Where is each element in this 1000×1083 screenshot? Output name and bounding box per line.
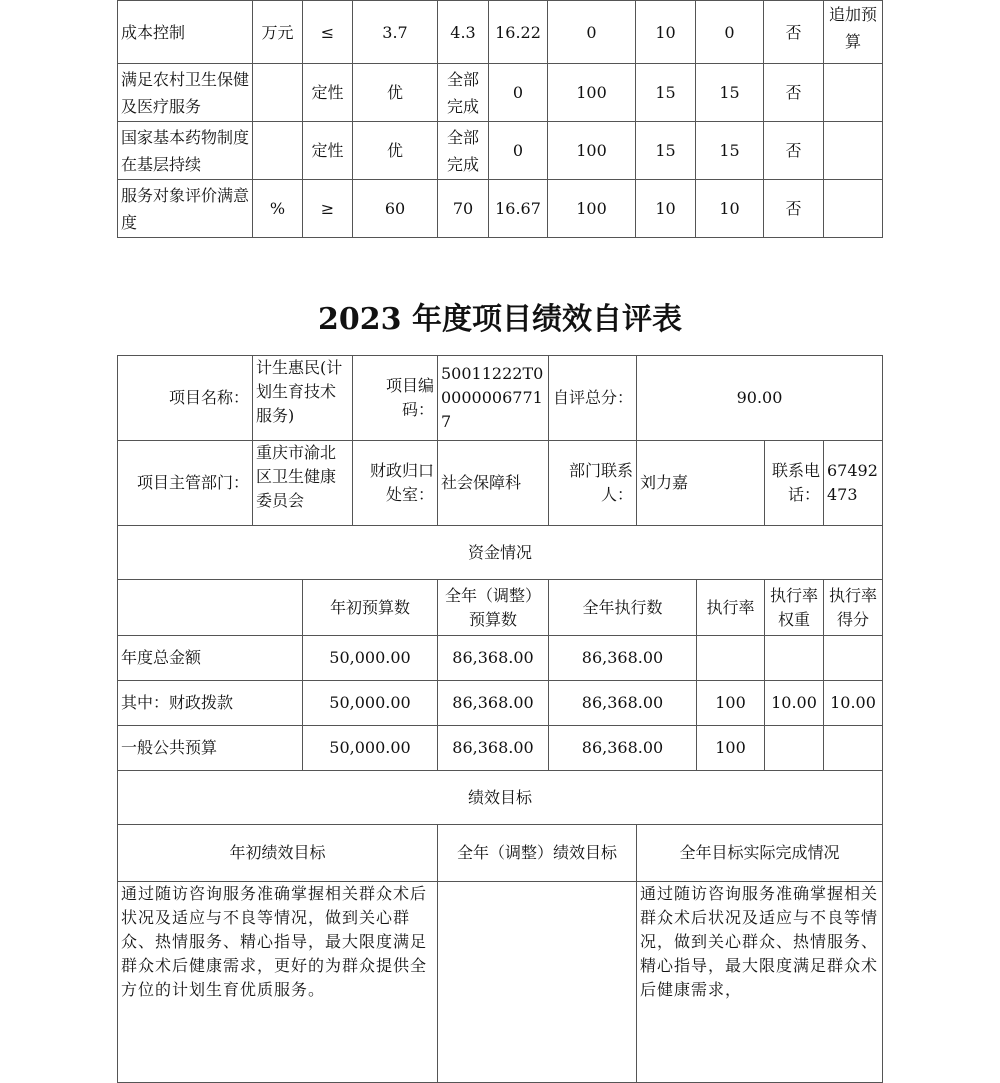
indicator-dev: 16.67 [489, 180, 548, 238]
indicator-weight: 10 [636, 180, 696, 238]
funds-row [118, 636, 883, 681]
indicator-dev: 0 [489, 122, 548, 180]
goals-header-actual: 全年目标实际完成情况 [637, 825, 883, 882]
project-code-label: 项目编码： [353, 356, 438, 441]
funds-rate: 100 [697, 726, 765, 771]
indicator-score: 15 [696, 122, 764, 180]
indicator-weight: 15 [636, 64, 696, 122]
goals-header-adjusted: 全年（调整）绩效目标 [438, 825, 637, 882]
funds-budget: 50,000.00 [303, 681, 438, 726]
dept-value: 重庆市渝北区卫生健康委员会 [253, 441, 353, 526]
goals-adjusted-text [438, 882, 637, 1083]
project-code-value: 50011222T000000067717 [438, 356, 549, 441]
indicator-rate: 100 [548, 180, 636, 238]
indicator-op: ≥ [303, 180, 353, 238]
indicator-name: 满足农村卫生保健及医疗服务 [118, 64, 253, 122]
goals-initial-text: 通过随访咨询服务准确掌握相关群众术后状况及适应与不良等情况，做到关心群众、热情服务、精心指导，最大限度满足群众术后健康需求，更好的为群众提供全方位的计划生育优质服务。 [118, 882, 438, 1083]
indicator-flag: 否 [764, 122, 824, 180]
funds-adjusted: 86,368.00 [438, 681, 549, 726]
indicator-row [118, 180, 883, 238]
indicator-name: 成本控制 [118, 1, 253, 64]
goals-actual-text: 通过随访咨询服务准确掌握相关群众术后状况及适应与不良等情况，做到关心群众、热情服务、精心指导，最大限度满足群众术后健康需求， [637, 882, 883, 1083]
indicator-unit: % [253, 180, 303, 238]
indicator-weight: 15 [636, 122, 696, 180]
funds-weight [765, 726, 824, 771]
indicator-name: 服务对象评价满意度 [118, 180, 253, 238]
funds-header-blank [118, 580, 303, 636]
indicator-row [118, 1, 883, 64]
funds-budget: 50,000.00 [303, 636, 438, 681]
indicator-rate: 100 [548, 64, 636, 122]
indicator-dev: 16.22 [489, 1, 548, 64]
project-name-label: 项目名称： [118, 356, 253, 441]
indicator-rate: 0 [548, 1, 636, 64]
indicator-score: 10 [696, 180, 764, 238]
contact-label: 部门联系人： [549, 441, 637, 526]
indicator-target: 优 [353, 122, 438, 180]
funds-score [824, 636, 883, 681]
indicator-row [118, 64, 883, 122]
funds-section-header: 资金情况 [118, 526, 883, 580]
indicator-actual: 全部完成 [438, 122, 489, 180]
indicator-dev: 0 [489, 64, 548, 122]
indicator-op: 定性 [303, 64, 353, 122]
contact-value: 刘力嘉 [637, 441, 765, 526]
indicator-name: 国家基本药物制度在基层持续 [118, 122, 253, 180]
page-title: 2023 年度项目绩效自评表 [318, 302, 682, 337]
indicator-unit [253, 122, 303, 180]
phone-value: 67492473 [824, 441, 883, 526]
dept-label: 项目主管部门： [118, 441, 253, 526]
indicator-unit [253, 64, 303, 122]
self-evaluation-table [117, 355, 883, 1083]
funds-label: 其中：财政拨款 [118, 681, 303, 726]
indicator-note: 追加预算 [824, 1, 883, 64]
funds-header-executed: 全年执行数 [549, 580, 697, 636]
indicator-flag: 否 [764, 1, 824, 64]
funds-header-rate: 执行率 [697, 580, 765, 636]
indicator-op: ≤ [303, 1, 353, 64]
indicator-score: 0 [696, 1, 764, 64]
funds-header-adjusted: 全年（调整）预算数 [438, 580, 549, 636]
indicator-target: 优 [353, 64, 438, 122]
funds-score [824, 726, 883, 771]
indicator-flag: 否 [764, 64, 824, 122]
finance-value: 社会保障科 [438, 441, 549, 526]
indicator-note [824, 122, 883, 180]
indicator-weight: 10 [636, 1, 696, 64]
funds-row [118, 681, 883, 726]
self-score-label: 自评总分： [549, 356, 637, 441]
indicator-op: 定性 [303, 122, 353, 180]
indicator-flag: 否 [764, 180, 824, 238]
indicator-score: 15 [696, 64, 764, 122]
finance-label: 财政归口处室： [353, 441, 438, 526]
indicator-unit: 万元 [253, 1, 303, 64]
funds-executed: 86,368.00 [549, 636, 697, 681]
project-name-value: 计生惠民(计划生育技术服务) [253, 356, 353, 441]
indicator-row [118, 122, 883, 180]
funds-header-weight: 执行率权重 [765, 580, 824, 636]
indicator-actual: 70 [438, 180, 489, 238]
funds-executed: 86,368.00 [549, 726, 697, 771]
funds-adjusted: 86,368.00 [438, 636, 549, 681]
funds-row [118, 726, 883, 771]
funds-label: 年度总金额 [118, 636, 303, 681]
funds-rate [697, 636, 765, 681]
goals-header-initial: 年初绩效目标 [118, 825, 438, 882]
funds-header-budget: 年初预算数 [303, 580, 438, 636]
funds-label: 一般公共预算 [118, 726, 303, 771]
funds-weight [765, 636, 824, 681]
phone-label: 联系电话： [765, 441, 824, 526]
self-score-value: 90.00 [637, 356, 883, 441]
funds-budget: 50,000.00 [303, 726, 438, 771]
funds-weight: 10.00 [765, 681, 824, 726]
goals-section-header: 绩效目标 [118, 771, 883, 825]
indicator-note [824, 180, 883, 238]
indicator-actual: 4.3 [438, 1, 489, 64]
funds-executed: 86,368.00 [549, 681, 697, 726]
indicator-table [117, 0, 883, 238]
indicator-target: 3.7 [353, 1, 438, 64]
funds-score: 10.00 [824, 681, 883, 726]
funds-rate: 100 [697, 681, 765, 726]
indicator-rate: 100 [548, 122, 636, 180]
funds-adjusted: 86,368.00 [438, 726, 549, 771]
indicator-target: 60 [353, 180, 438, 238]
indicator-actual: 全部完成 [438, 64, 489, 122]
funds-header-score: 执行率得分 [824, 580, 883, 636]
indicator-note [824, 64, 883, 122]
